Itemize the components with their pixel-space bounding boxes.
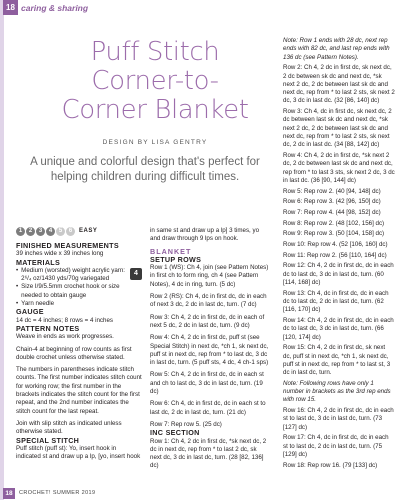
note-paragraph: Chain-4 at beginning of row counts as first double crochet unless otherwise stated. (16, 345, 132, 361)
note-paragraph: Weave in ends as work progresses. (16, 333, 114, 341)
finished-text: 39 inches wide x 39 inches long (16, 250, 104, 258)
continued-text: in same st and draw up a lp] 3 times, yo and draw through 9 lps on hook. (150, 227, 260, 243)
row-instruction: Row 6: Ch 4, dc in first dc, dc in each st to last dc, 2 dc in last dc, turn. (21 dc) (150, 400, 266, 416)
row-instruction: Row 6: Rep row 3. (42 [96, 150] dc) (283, 198, 381, 206)
row-instruction: Row 18: Rep row 16. (79 [133] dc) (283, 461, 378, 469)
blanket-heading: BLANKET (150, 246, 192, 256)
skill-level (16, 227, 142, 236)
gauge-heading: GAUGE (16, 307, 44, 317)
note-text: Note: Row 1 ends with 28 dc, next rep ends with 82 dc, and last rep ends with 136 dc (see Pattern Notes). (283, 37, 390, 61)
row-instruction: Row 4: Ch 4, 2 dc in first dc, puff st (see Special Stitch) in next dc, *ch 1, sk next dc, puff st in next dc, rep from * to last dc, 3 dc in last dc, turn. (5 puff sts, 4 dc, 4 ch-1 sps) (150, 334, 269, 367)
row-instruction: Row 9: Rep row 3. (50 [104, 158] dc) (283, 230, 385, 238)
row-instruction: Row 14: Ch 4, 2 dc in first dc, dc in each dc to last dc, 3 dc in last dc, turn. (66 [120, 174] dc) (283, 316, 394, 341)
row-instruction: Row 4: Ch 4, 2 dc in first dc, *sk next 2 dc, 2 dc between last sk dc and next dc, rep from * to last 3 sts, sk next 2 dc, 3 dc in last dc. (36 [90, 144] dc) (283, 152, 395, 184)
row-instruction: Row 12: Ch 4, 2 dc in first dc, dc in each dc to last dc, 3 dc in last dc, turn. (60 [114, 168] dc) (283, 262, 394, 287)
list-item: • Yarn needle (16, 300, 55, 308)
row-instruction: Row 2: Ch 4, 2 dc in first dc, sk next dc, 2 dc between sk dc and next dc, *sk next 2 dc, 2 dc between last sk dc and next dc, rep from * to last 2 sts, sk next 2 dc, 3 dc in last dc. (32 [86, 140] dc) (283, 64, 395, 105)
row-instruction: Row 1: Ch 4, 2 dc in first dc, *sk next dc, 2 dc in next dc, rep from * to last 2 dc, sk next dc, 3 dc in last dc, turn. (28 [82, 136] dc) (150, 437, 267, 470)
skill-level-dot: 5 (56, 227, 65, 236)
skill-level-dot: 6 (66, 227, 75, 236)
row-instruction: Row 3: Ch 4, dc in first dc, sk next dc, 2 dc between last sk dc and next dc, *sk next 2 dc, 2 dc between last sk dc and next dc, rep from * to last 2 sts, sk next dc, 2 dc in last dc. (34 [88, 142] dc) (283, 108, 392, 149)
skill-level-dot: 3 (36, 227, 45, 236)
row-instruction: Row 7: Rep row 4. (44 [98, 152] dc) (283, 208, 381, 216)
row-instruction: Row 7: Rep row 5. (25 dc) (150, 420, 222, 428)
row-instruction: Row 16: Ch 4, 2 dc in first dc, dc in each st to last dc, 3 dc in last dc, turn. (73 [127] dc) (283, 407, 394, 431)
materials-list (16, 267, 142, 308)
row-instruction: Row 1 (WS): Ch 4, join (see Pattern Notes) in first ch to form ring, ch 4 (see Pattern Notes), 4 dc in ring, turn. (5 dc) (150, 264, 269, 288)
finished-heading: FINISHED MEASUREMENTS (16, 241, 119, 250)
title-line-2: Corner-to- (91, 66, 219, 96)
row-instruction: Row 3: Ch 4, 2 dc in first dc, dc in each of next 5 dc, 2 dc in last dc, turn. (9 dc) (150, 313, 265, 329)
title-line-3: Corner Blanket (61, 95, 249, 125)
page-number-badge: 18 (3, 0, 18, 15)
row-instruction: Row 15: Ch 4, 2 dc in first dc, sk next dc, puff st in next dc, *ch 1, sk next dc, puff st in next dc, rep from * to last st, 3 dc in last dc, turn. (283, 344, 391, 377)
row-instruction: Row 5: Rep row 2. (40 [94, 148] dc) (283, 187, 381, 195)
page-footer (0, 487, 401, 500)
skill-level-dot: 4 (46, 227, 55, 236)
list-item: • Size I/9/5.5mm crochet hook or size needed to obtain gauge (16, 283, 120, 299)
special-stitch-text: Puff stitch (puff st): Yo, insert hook in indicated st and draw up a lp, [yo, insert hook (16, 444, 141, 461)
row-instruction: Row 10: Rep row 4. (52 [106, 160] dc) (283, 241, 388, 249)
row-instruction: Row 17: Ch 4, dc in first dc, dc in each st to last dc, 2 dc in last dc, turn. (75 [129] dc) (283, 434, 389, 458)
section-label: caring & sharing (21, 3, 89, 13)
notes-heading: PATTERN NOTES (16, 323, 80, 333)
row-instruction: Row 2 (RS): Ch 4, dc in first dc, dc in each of next 3 dc, 2 dc in last dc, turn. (7 dc) (150, 293, 267, 309)
inc-section-heading: INC SECTION (150, 428, 200, 438)
setup-rows-heading: SETUP ROWS (150, 254, 202, 264)
note-paragraph: The numbers in parentheses indicate stitch counts. The first number indicates stitch count for working row; the first number in the brackets indicates the stitch count for the first repeat, and the 2nd number indicates the stitch count for the last repeat. (16, 366, 142, 415)
skill-level-label: EASY (79, 228, 98, 235)
title-line-1: Puff Stitch (90, 37, 220, 67)
row-instruction: Row 8: Rep row 2. (48 [102, 156] dc) (283, 219, 385, 227)
row-instruction: Row 5: Ch 4, 2 dc in first dc, dc in each st and ch to last dc, 3 dc in last dc, turn. (19 dc) (150, 371, 264, 396)
row-instruction: Row 13: Ch 4, dc in first dc, dc in each dc to last dc, 2 dc in last dc, turn. (62 [116, 170] dc) (283, 289, 389, 314)
list-item: • Medium (worsted) weight acrylic yarn: 2⁶/₄ oz/1430 yds/70g variegated (16, 266, 126, 283)
yarn-weight-icon: 4 (130, 268, 142, 280)
column-3 (283, 37, 395, 472)
materials-heading: MATERIALS (16, 257, 61, 267)
row-instruction: Row 11: Rep row 2. (56 [110, 164] dc) (283, 251, 387, 259)
column-1 (16, 227, 142, 461)
left-margin-strip (0, 0, 4, 500)
skill-level-dot: 2 (26, 227, 35, 236)
skill-level-dot: 1 (16, 227, 25, 236)
subtitle: A unique and colorful design that's perfect for helping children during difficult times. (30, 156, 260, 183)
footer-publication: CROCHET! SUMMER 2019 (19, 490, 96, 496)
note-text: Note: Following rows have only 1 number in brackets as the 3rd rep ends with row 15. (283, 379, 391, 404)
note-paragraph: Join with slip stitch as indicated unless otherwise stated. (16, 419, 122, 436)
column-2 (150, 227, 270, 471)
gauge-text: 14 dc = 4 inches; 8 rows = 4 inches (16, 316, 113, 324)
byline: DESIGN BY LISA GENTRY (102, 139, 208, 146)
footer-page-number: 18 (3, 488, 15, 499)
special-stitch-heading: SPECIAL STITCH (16, 435, 80, 445)
